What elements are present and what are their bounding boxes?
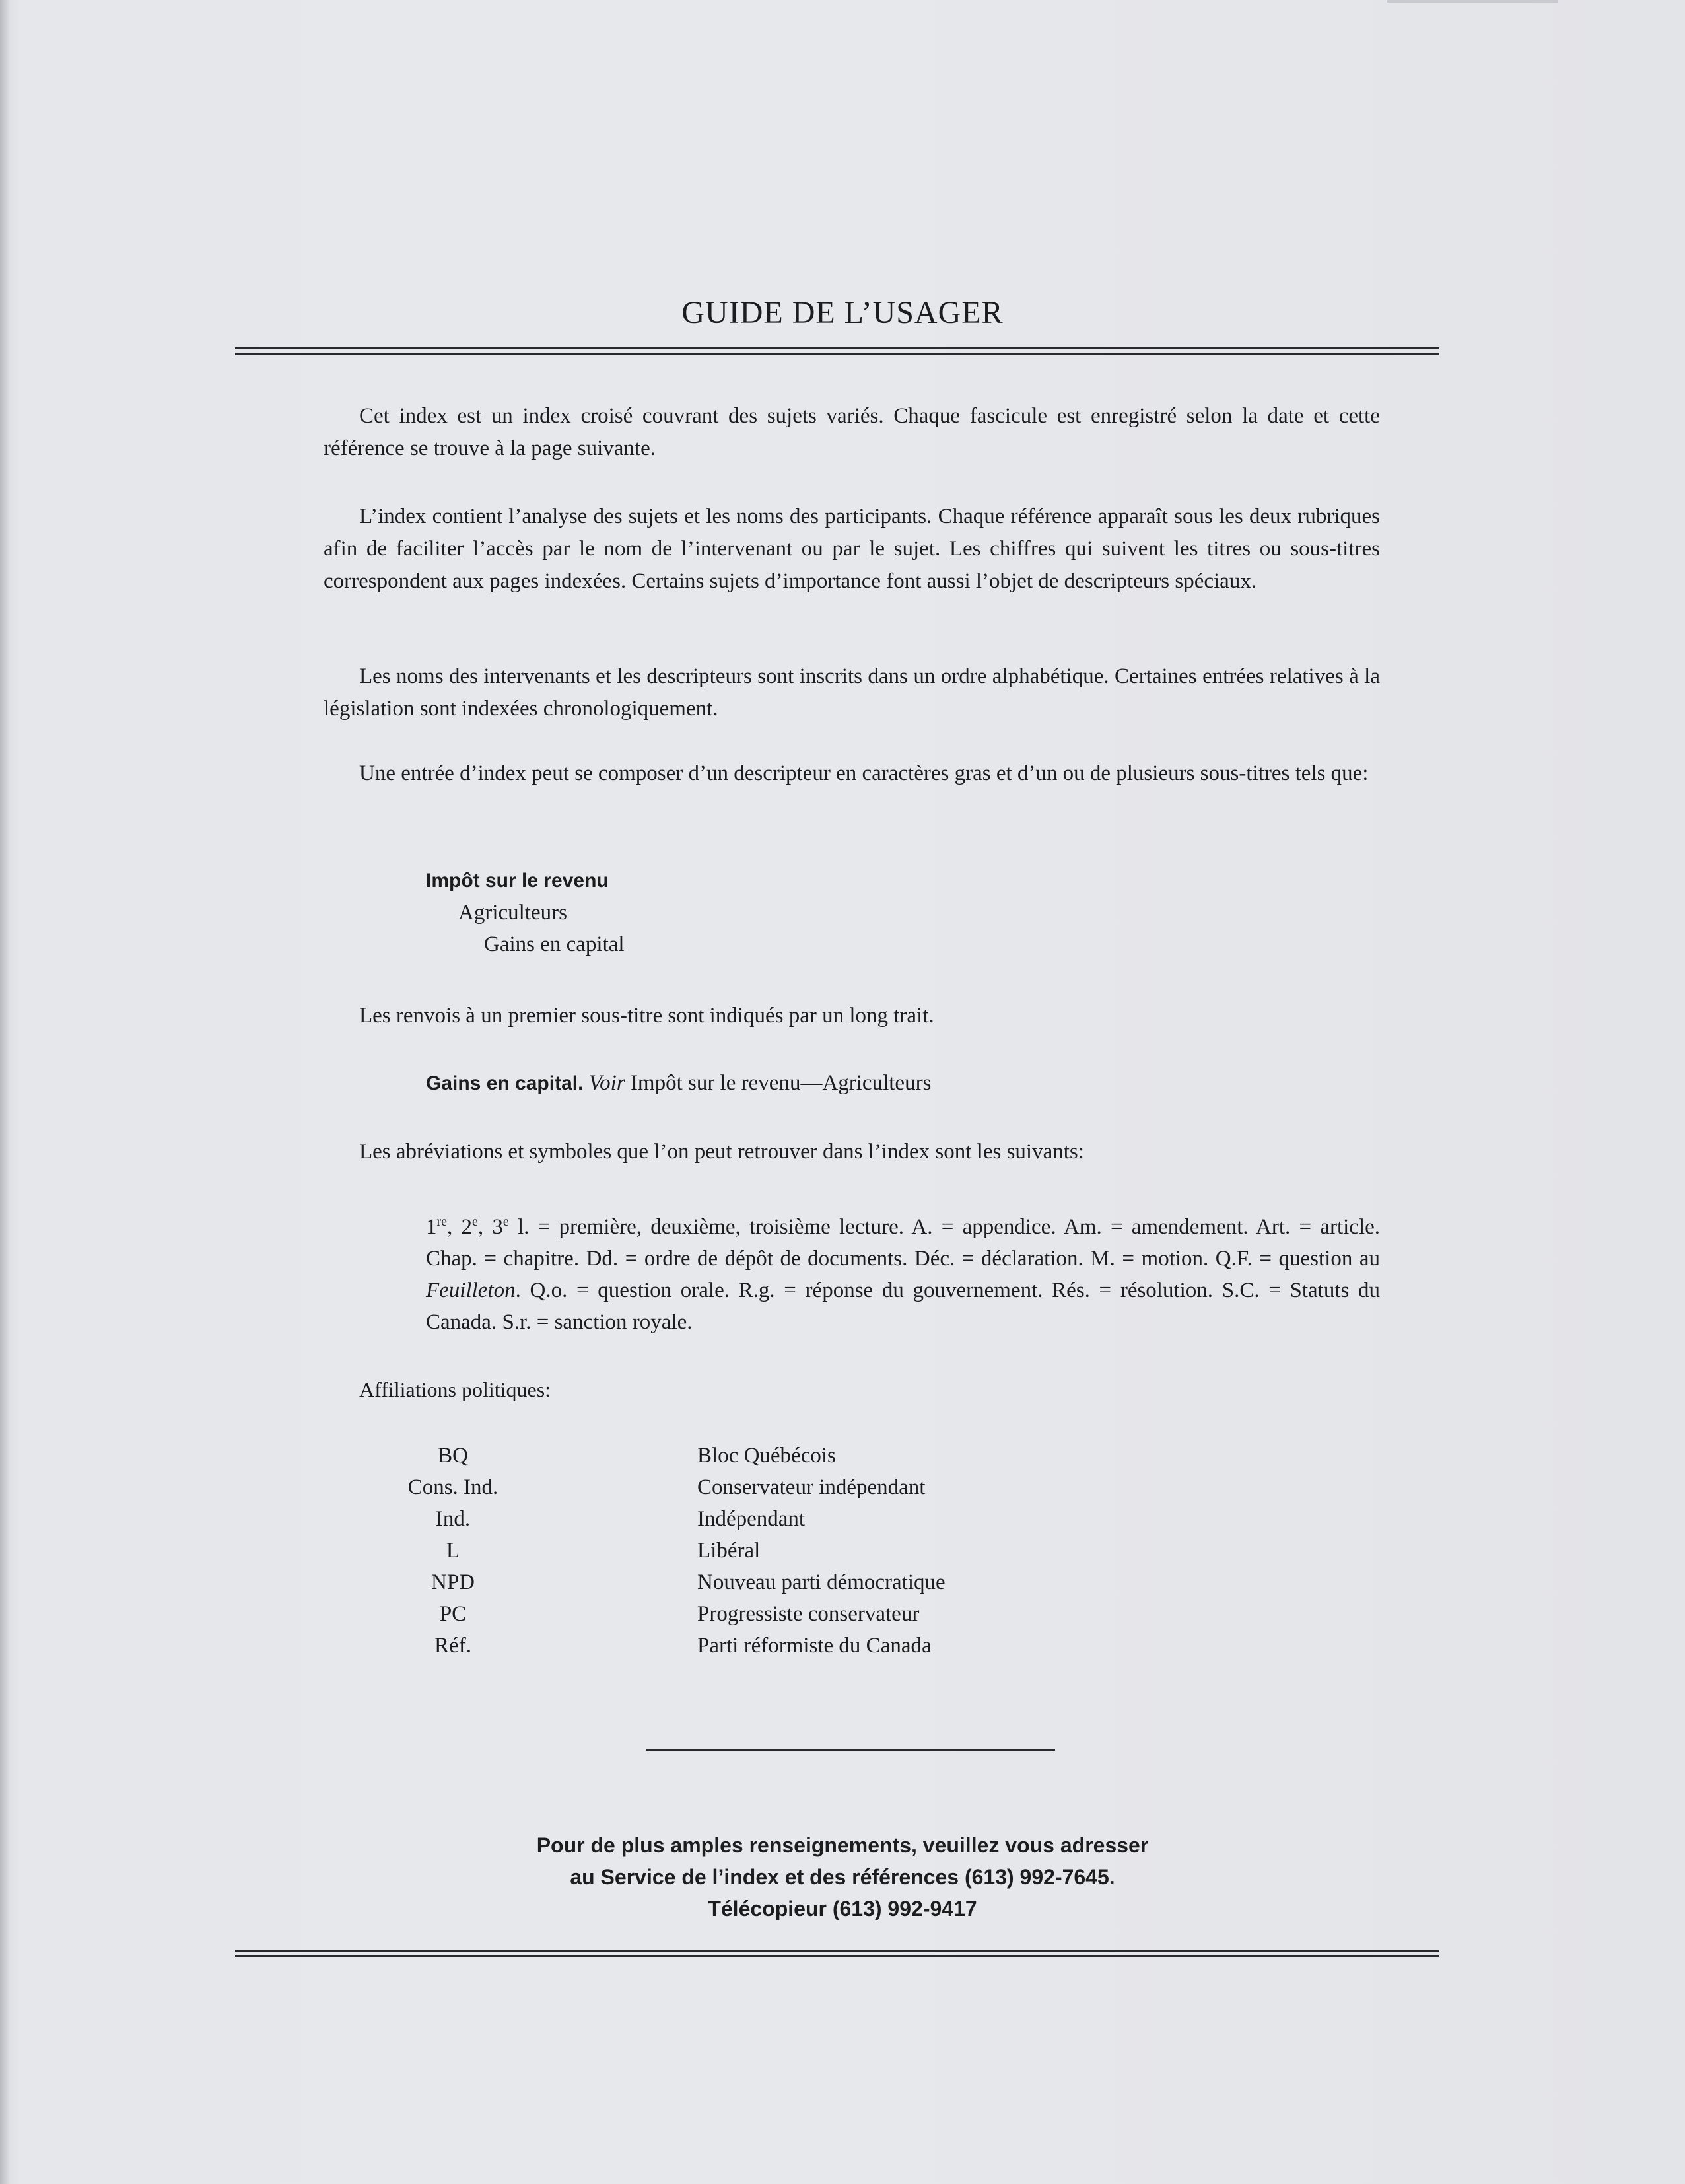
voir-example-target: Impôt sur le revenu—Agriculteurs: [630, 1071, 932, 1095]
party-code: Réf.: [434, 1634, 471, 1658]
affiliations-label: Affiliations politiques:: [359, 1378, 551, 1401]
footer-line-2: au Service de l’index et des références (613) 992-7645.: [570, 1865, 1115, 1889]
voir-example: [426, 1067, 931, 1100]
ordering-paragraph: Les noms des intervenants et les descripteurs sont inscrits dans un ordre alphabétique. Certaines entrées relatives à la législation sont indexées chronologiquement.: [324, 664, 1380, 721]
contact-footer: [0, 1829, 1685, 1924]
table-row: [370, 1598, 1162, 1630]
party-name: Bloc Québécois: [697, 1444, 836, 1467]
table-row: [370, 1471, 1162, 1503]
party-code: Cons. Ind.: [407, 1475, 499, 1499]
party-name: Indépendant: [697, 1507, 806, 1531]
voir-example-voir: Voir: [588, 1071, 625, 1095]
party-name: Parti réformiste du Canada: [697, 1634, 932, 1658]
abbrev-second-suffix: e: [472, 1215, 478, 1229]
abbrev-text-part-2: . Q.o. = question orale. R.g. = réponse du gouvernement. Rés. = résolution. S.C. = Statuts du Canada. S.r. = sanction royale.: [426, 1279, 1380, 1334]
page-title: GUIDE DE L’USAGER: [681, 295, 1004, 330]
party-code: NPD: [430, 1570, 475, 1594]
footer-line-3: Télécopieur (613) 992-9417: [708, 1897, 977, 1920]
example-subtitle-1: Agriculteurs: [458, 901, 567, 925]
section-divider: [646, 1749, 1055, 1751]
party-code: BQ: [438, 1444, 468, 1467]
table-row: [370, 1630, 1162, 1662]
abbreviations-list: 1re, 2e, 3e l. = première, deuxième, troisième lecture. A. = appendice. Am. = amendement. Art. = article. Chap. = chapitre. Dd. = ordre de dépôt de documents. Déc. = déclaration. M. = motion. Q.F. = question au Feuilleton. Q.o. = question orale. R.g. = réponse du gouvernement. Rés. = résolution. S.C. = Statuts du Canada. S.r. = sanction royale.: [426, 1215, 1381, 1334]
footer-double-rule: [235, 1950, 1439, 1957]
abbrev-first-number: 1: [426, 1215, 437, 1239]
footer-line-1: Pour de plus amples renseignements, veuillez vous adresser: [536, 1833, 1149, 1857]
voir-example-descriptor: Gains en capital.: [426, 1073, 584, 1094]
party-name: Progressiste conservateur: [697, 1602, 920, 1626]
party-code: PC: [439, 1602, 467, 1626]
title-double-rule: [235, 347, 1439, 355]
example-descriptor: Impôt sur le revenu: [426, 870, 609, 892]
scan-edge-mark: [1387, 0, 1558, 3]
table-row: [370, 1567, 1162, 1598]
table-row: [370, 1440, 1162, 1471]
abbrev-third-suffix: e: [502, 1215, 509, 1229]
table-row: [370, 1503, 1162, 1535]
table-row: [370, 1535, 1162, 1567]
content-paragraph: L’index contient l’analyse des sujets et les noms des participants. Chaque référence apparaît sous les deux rubriques afin de faciliter l’accès par le nom de l’intervenant ou par le sujet. Les chiffres qui suivent les titres ou sous-titres correspondent aux pages indexées. Certains sujets d’importance font aussi l’objet de descripteurs spéciaux.: [324, 505, 1380, 593]
renvois-paragraph: Les renvois à un premier sous-titre sont indiqués par un long trait.: [359, 1004, 934, 1028]
entry-format-paragraph: Une entrée d’index peut se composer d’un descripteur en caractères gras et d’un ou de plusieurs sous-titres tels que:: [359, 761, 1369, 785]
intro-paragraph: Cet index est un index croisé couvrant des sujets variés. Chaque fascicule est enregistré selon la date et cette référence se trouve à la page suivante.: [324, 404, 1380, 460]
party-name: Conservateur indépendant: [697, 1475, 926, 1499]
party-name: Libéral: [697, 1539, 761, 1563]
example-subtitle-2: Gains en capital: [484, 933, 625, 956]
party-code: L: [446, 1539, 460, 1563]
abbrev-text-part-1: l. = première, deuxième, troisième lecture. A. = appendice. Am. = amendement. Art. = article. Chap. = chapitre. Dd. = ordre de dépôt de documents. Déc. = déclaration. M. = motion. Q.F. = question au: [426, 1215, 1381, 1271]
abbrev-feuilleton: Feuilleton: [426, 1279, 516, 1302]
abbreviations-intro: Les abréviations et symboles que l’on peut retrouver dans l’index sont les suivants:: [359, 1140, 1084, 1164]
abbrev-first-suffix: re: [436, 1215, 448, 1229]
party-code: Ind.: [435, 1507, 471, 1531]
party-affiliations-table: [370, 1440, 1162, 1662]
party-name: Nouveau parti démocratique: [697, 1570, 946, 1594]
abbrev-third-number: 3: [492, 1215, 503, 1239]
abbrev-second-number: 2: [461, 1215, 473, 1239]
